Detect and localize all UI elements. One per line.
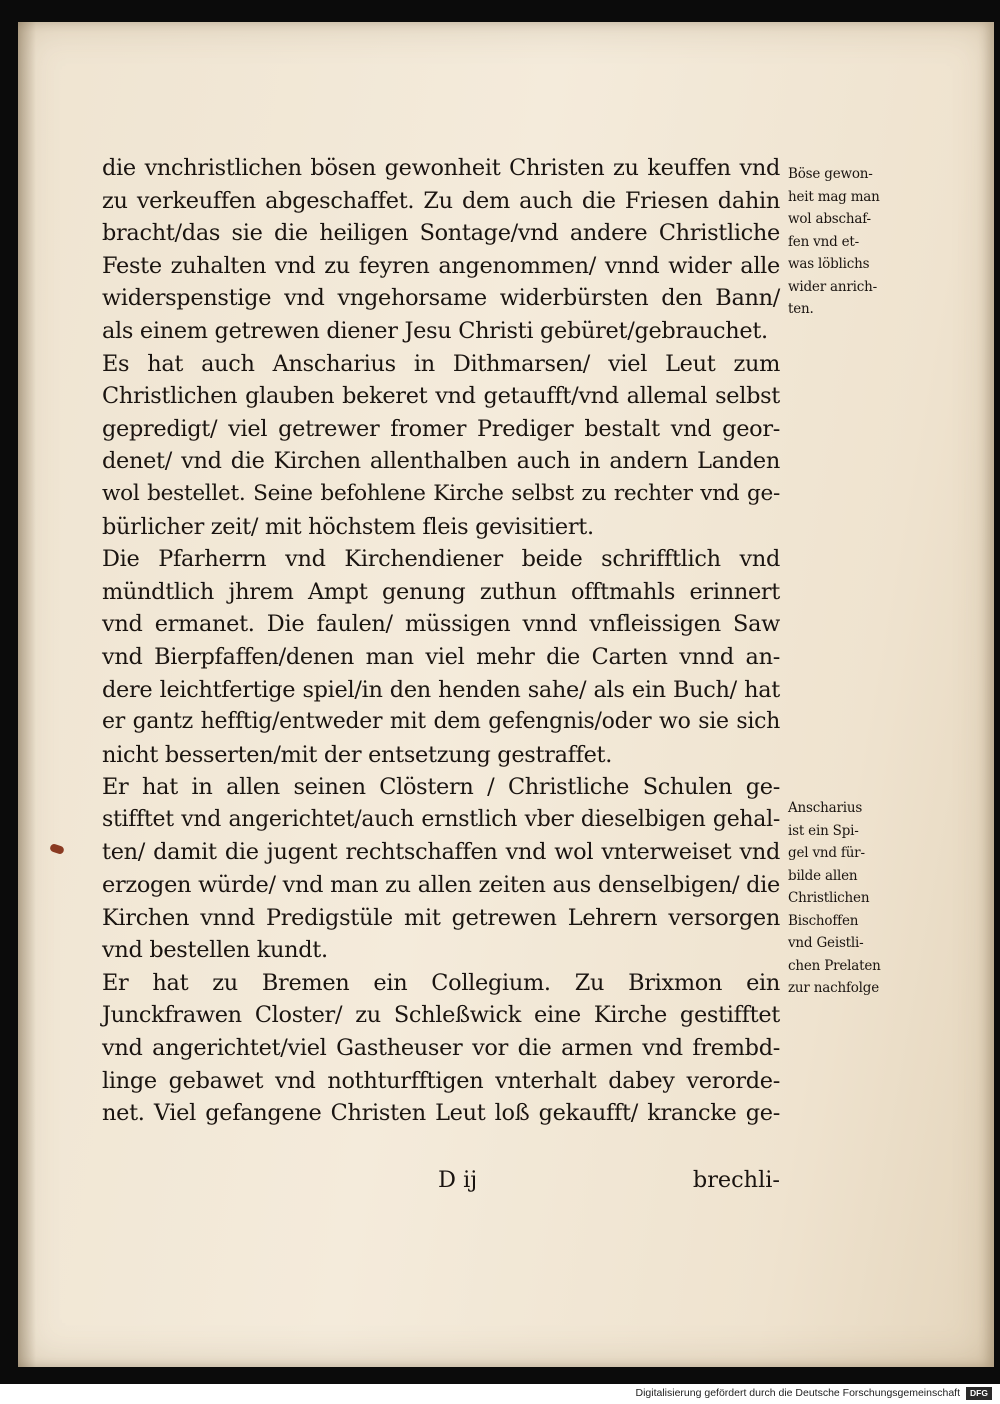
margin-note-line: Böse gewon-: [788, 166, 873, 182]
text-line: vnd bestellen kundt.: [102, 937, 328, 964]
margin-note-line: ten.: [788, 301, 814, 317]
margin-note-line: was löblichs: [788, 256, 870, 272]
text-line: er gantz hefftig/entweder mit dem gefengnis/oder wo sie sich: [102, 709, 780, 735]
text-line: stifftet vnd angerichtet/auch ernstlich vber dieselbigen gehal-: [102, 806, 780, 832]
margin-note-line: wider anrich-: [788, 278, 877, 295]
text-line: vnd angerichtet/viel Gastheuser vor die armen vnd frembd-: [102, 1035, 780, 1062]
text-line: vnd ermanet. Die faulen/ müssigen vnnd vnfleissigen Saw: [102, 611, 780, 638]
dfg-logo: DFG: [966, 1387, 992, 1400]
footer-credit: Digitalisierung gefördert durch die Deutsche Forschungsgemeinschaft: [635, 1387, 960, 1399]
text-line: widerspenstige vnd vngehorsame widerbürsten den Bann/: [102, 285, 780, 312]
text-line: die vnchristlichen bösen gewonheit Christen zu keuffen vnd: [102, 155, 780, 181]
margin-note-line: Christlichen: [788, 890, 870, 906]
text-line: erzogen würde/ vnd man zu allen zeiten aus denselbigen/ die: [102, 872, 780, 899]
margin-note-line: wol abschaf-: [788, 211, 871, 227]
margin-note-anscharius: [788, 797, 881, 1000]
text-line: bracht/das sie die heiligen Sontage/vnd andere Christliche: [102, 220, 780, 247]
text-line: net. Viel gefangene Christen Leut loß gekaufft/ krancke ge-: [102, 1100, 780, 1127]
text-line: Junckfrawen Closter/ zu Schleßwick eine Kirche gestifftet: [102, 1002, 780, 1029]
margin-note-bad-custom: [788, 163, 880, 321]
text-line: Christlichen glauben bekeret vnd getaufft/vnd allemal selbst: [102, 383, 780, 410]
text-line: Es hat auch Anscharius in Dithmarsen/ viel Leut zum: [102, 350, 780, 377]
catchword: brechli-: [692, 1167, 780, 1193]
margin-note-line: Bischoffen: [788, 912, 859, 929]
margin-note-line: vnd Geistli-: [788, 935, 864, 951]
text-line: nicht besserten/mit der entsetzung gestraffet.: [102, 741, 613, 768]
text-line: bürlicher zeit/ mit höchstem fleis gevisitiert.: [102, 513, 594, 540]
text-line: ten/ damit die jugent rechtschaffen vnd wol vnterweiset vnd: [102, 839, 780, 866]
text-line: Kirchen vnnd Predigstüle mit getrewen Lehrern versorgen: [102, 904, 780, 931]
margin-note-line: bilde allen: [788, 867, 858, 884]
text-line: mündtlich jhrem Ampt genung zuthun offtmahls erinnert: [102, 578, 780, 605]
page-foot: [438, 1167, 780, 1203]
signature-mark: D ij: [438, 1167, 478, 1193]
body-text: [102, 152, 780, 1130]
margin-note-line: fen vnd et-: [788, 233, 860, 250]
text-line: wol bestellet. Seine befohlene Kirche selbst zu rechter vnd ge-: [102, 480, 780, 506]
margin-note-line: heit mag man: [788, 188, 880, 205]
margin-note-line: zur nachfolge: [788, 980, 880, 996]
text-line: als einem getrewen diener Jesu Christi gebüret/gebrauchet.: [102, 317, 768, 344]
text-line: vnd Bierpfaffen/denen man viel mehr die Carten vnnd an-: [102, 643, 780, 670]
margin-note-line: gel vnd für-: [788, 845, 865, 861]
margin-note-line: chen Prelaten: [788, 957, 881, 974]
text-line: Die Pfarherrn vnd Kirchendiener beide schrifftlich vnd: [102, 546, 780, 573]
margin-note-line: ist ein Spi-: [788, 822, 859, 839]
text-line: linge gebawet vnd nothturfftigen vnterhalt dabey verorde-: [102, 1067, 780, 1094]
text-line: denet/ vnd die Kirchen allenthalben auch in andern Landen: [102, 448, 780, 475]
margin-note-line: Anscharius: [788, 800, 863, 816]
text-line: dere leichtfertige spiel/in den henden sahe/ als ein Buch/ hat: [102, 676, 780, 703]
text-line: zu verkeuffen abgeschaffet. Zu dem auch die Friesen dahin: [102, 187, 780, 214]
text-line: Feste zuhalten vnd zu feyren angenommen/ vnnd wider alle: [102, 252, 780, 279]
book-page: [18, 22, 994, 1367]
text-line: gepredigt/ viel getrewer fromer Prediger bestalt vnd geor-: [102, 415, 780, 442]
footer-bar: [0, 1384, 1000, 1404]
text-line: Er hat in allen seinen Clöstern / Christliche Schulen ge-: [102, 774, 780, 801]
text-line: Er hat zu Bremen ein Collegium. Zu Brixmon ein: [102, 969, 780, 996]
